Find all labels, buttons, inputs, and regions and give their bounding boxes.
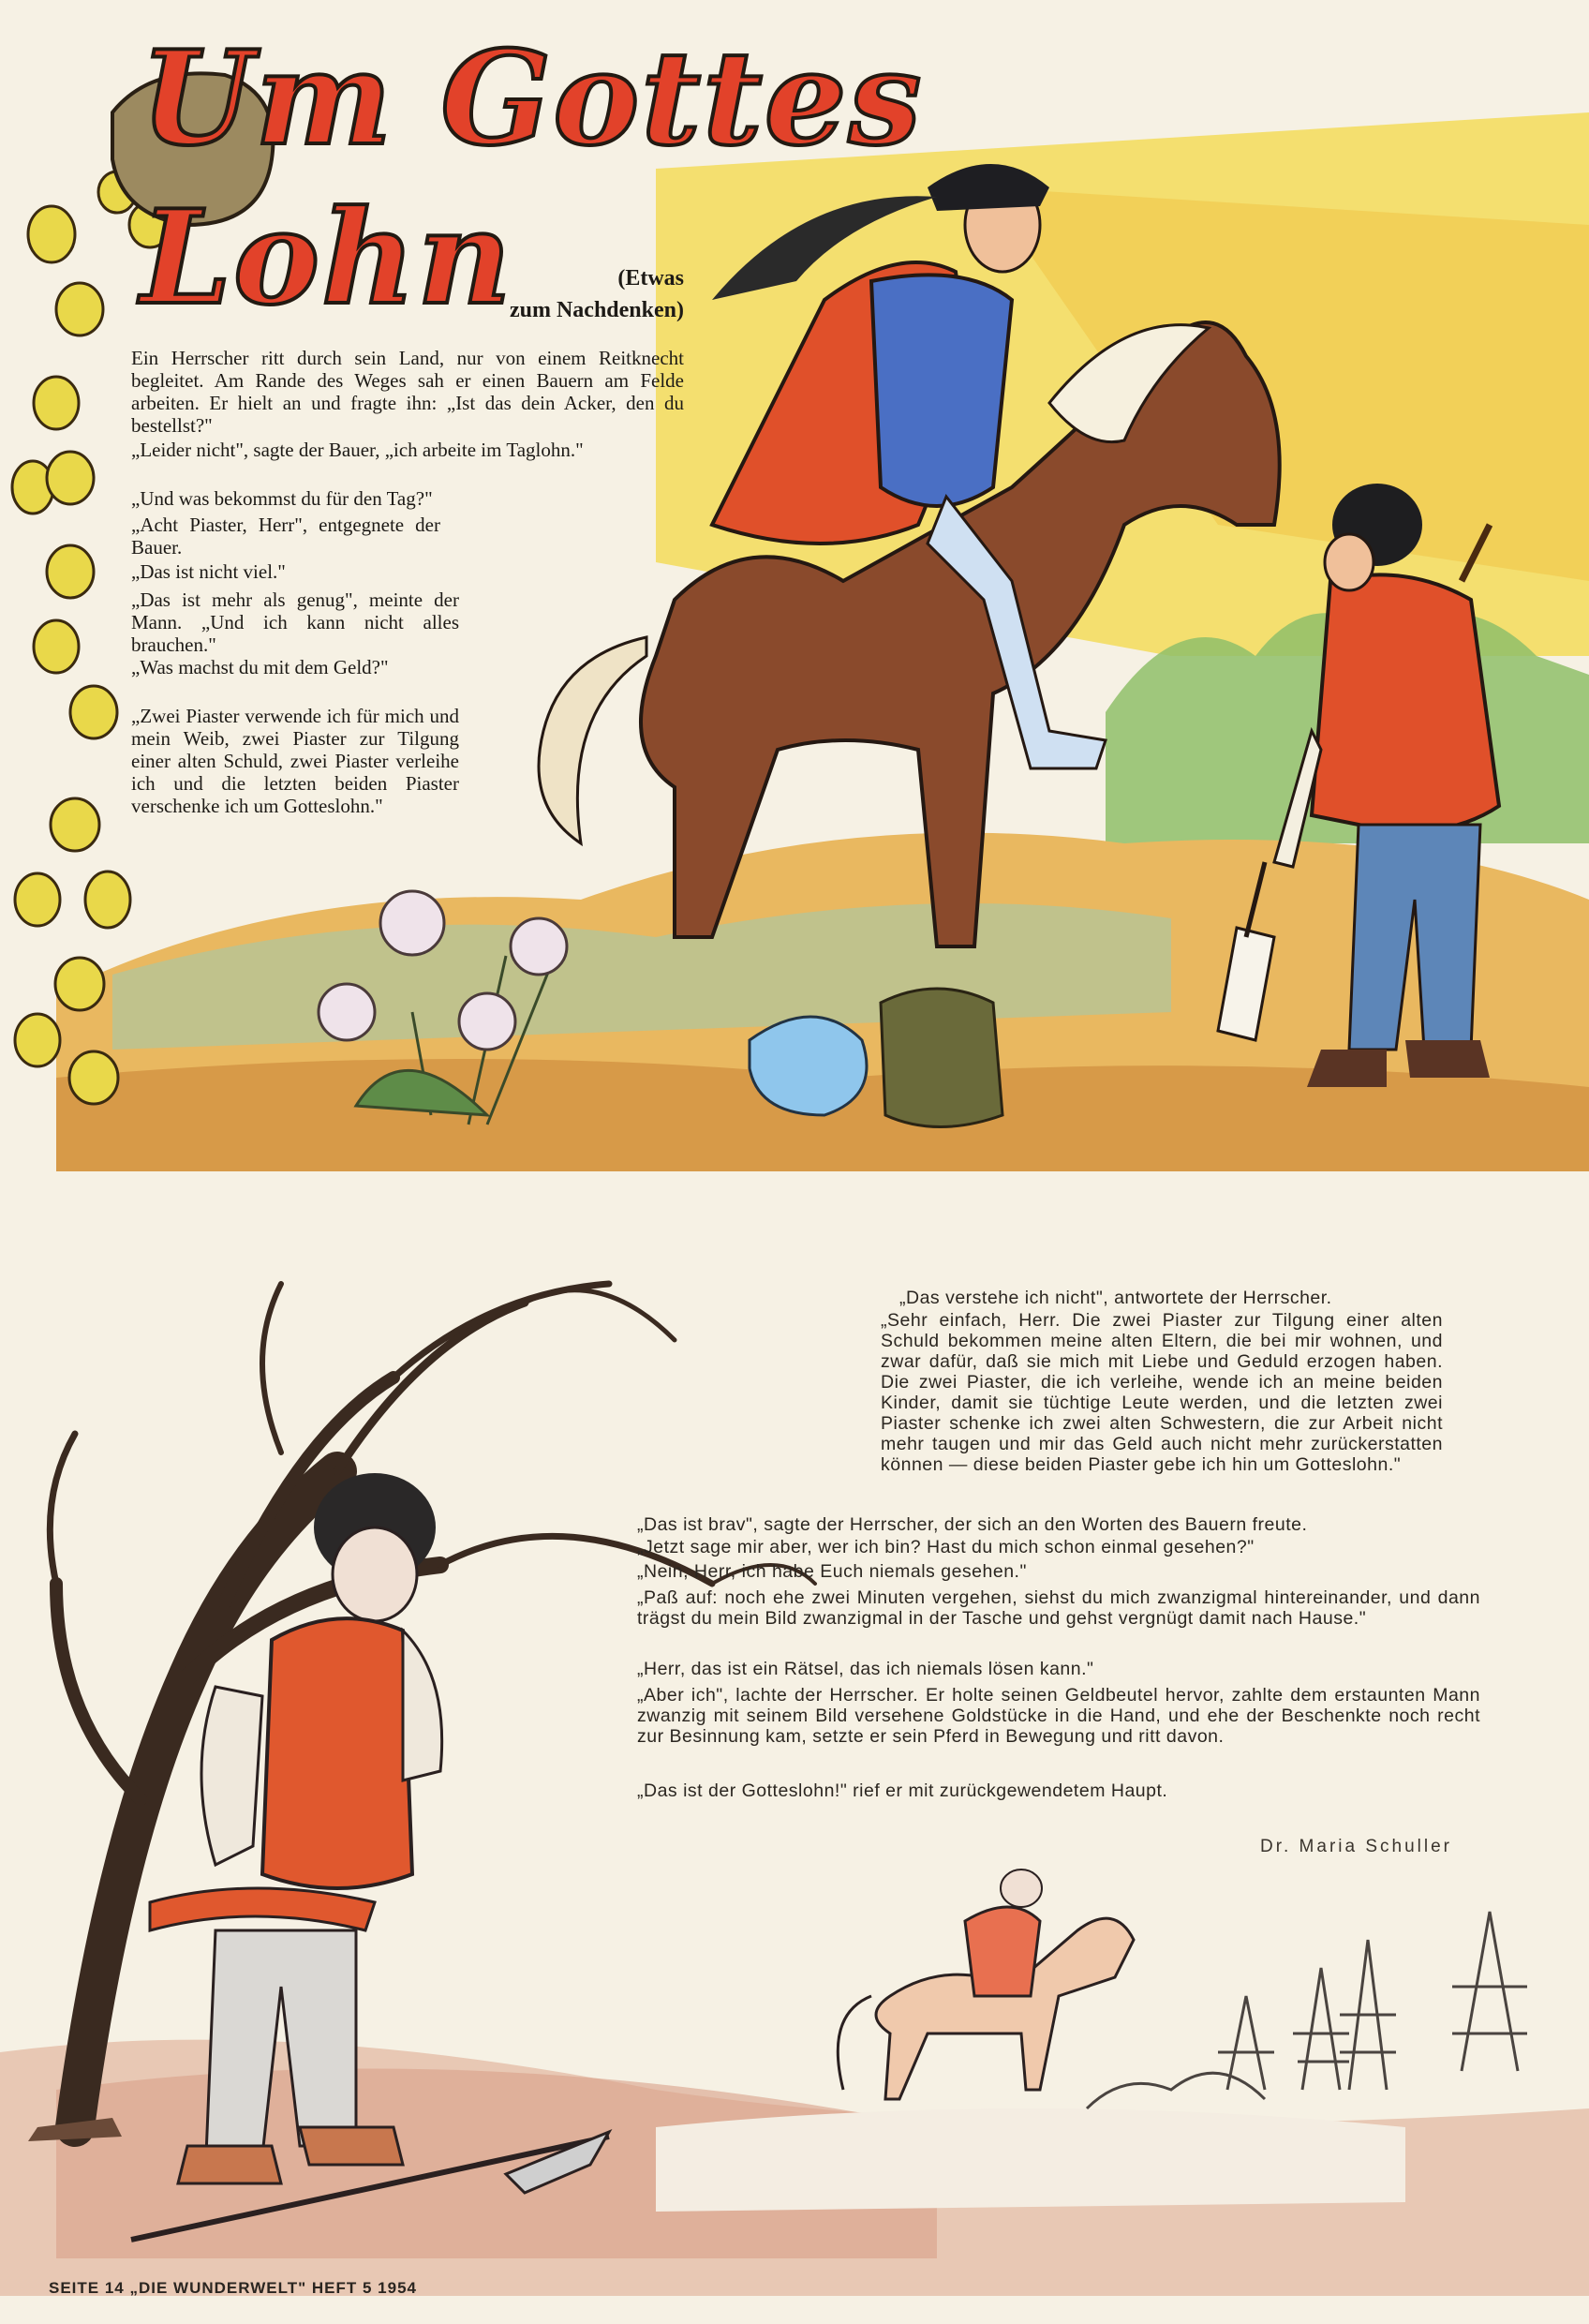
story-paragraph: „Nein, Herr, ich habe Euch niemals gesehen." — [637, 1561, 1027, 1582]
story-paragraph: „Das ist nicht viel." — [131, 560, 286, 583]
story-paragraph: „Acht Piaster, Herr", entgegnete der Bauer. — [131, 514, 440, 559]
story-paragraph: „Sehr einfach, Herr. Die zwei Piaster zur Tilgung einer alten Schuld bekommen meine alten Eltern, die bei mir wohnen, und zwar dafür, daß sie mich mit Liebe und Geduld erzogen haben. Die zwei Piaster, die ich verleihe, wende ich an meine beiden Kinder, damit sie tüchtige Leute werden, und die letzten zwei Piaster schenke ich zwei alten Schwestern, die zur Arbeit nicht mehr taugen und mir das Geld auch nicht mehr zurückerstatten können — diese beiden Piaster gebe ich hin um Gotteslohn." — [881, 1310, 1443, 1475]
story-paragraph: „Das ist mehr als genug", meinte der Mann. „Und ich kann nicht alles brauchen." — [131, 588, 459, 656]
story-paragraph: „Zwei Piaster verwende ich für mich und mein Weib, zwei Piaster zur Tilgung einer alten Schuld, zwei Piaster verleihe ich und die letzten beiden Piaster verschenke ich um Gotteslohn." — [131, 705, 459, 817]
subtitle — [403, 262, 684, 326]
page-title: Um Gottes Lohn — [141, 22, 924, 334]
story-paragraph: „Das ist brav", sagte der Herrscher, der sich an den Worten des Bauern freute. — [637, 1514, 1308, 1535]
story-paragraph: „Das verstehe ich nicht", antwortete der Herrscher. — [899, 1288, 1332, 1308]
story-paragraph: Ein Herrscher ritt durch sein Land, nur von einem Reitknecht begleitet. Am Rande des Weges sah er einen Bauern am Felde arbeiten. Er hielt an und fragte ihn: „Ist das dein Acker, den du bestellst?" — [131, 347, 684, 437]
story-paragraph: „Leider nicht", sagte der Bauer, „ich arbeite im Taglohn." — [131, 439, 584, 461]
page-footer: SEITE 14 „DIE WUNDERWELT" HEFT 5 1954 — [49, 2279, 418, 2297]
basket — [881, 989, 1002, 1127]
story-paragraph: „Das ist der Gotteslohn!" rief er mit zurückgewendetem Haupt. — [637, 1780, 1168, 1801]
story-paragraph: „Herr, das ist ein Rätsel, das ich niemals lösen kann." — [637, 1659, 1094, 1679]
story-paragraph: „Und was bekommst du für den Tag?" — [131, 487, 433, 510]
subtitle-line-1: (Etwas — [617, 266, 684, 290]
story-paragraph: „Paß auf: noch ehe zwei Minuten vergehen, siehst du mich zwanzigmal hintereinander, und dann trägst du mein Bild zwanzigmal in der Tasche und gehst vergnügt damit nach Hause." — [637, 1587, 1480, 1629]
story-paragraph: „Aber ich", lachte der Herrscher. Er holte seinen Geldbeutel hervor, zahlte dem erstaunten Mann zwanzig mit seinem Bild versehene Goldstücke in die Hand, und ehe der Beschenkte noch recht zur Besinnung kam, setzte er sein Pferd in Bewegung und ritt davon. — [637, 1685, 1480, 1747]
story-paragraph: „Jetzt sage mir aber, wer ich bin? Hast du mich schon einmal gesehen?" — [637, 1537, 1255, 1557]
subtitle-line-2: zum Nachdenken) — [509, 298, 684, 322]
jug — [750, 1017, 867, 1115]
rider-riding-away — [838, 1870, 1134, 2099]
author-signature: Dr. Maria Schuller — [1260, 1837, 1452, 1856]
story-paragraph: „Was machst du mit dem Geld?" — [131, 656, 389, 678]
